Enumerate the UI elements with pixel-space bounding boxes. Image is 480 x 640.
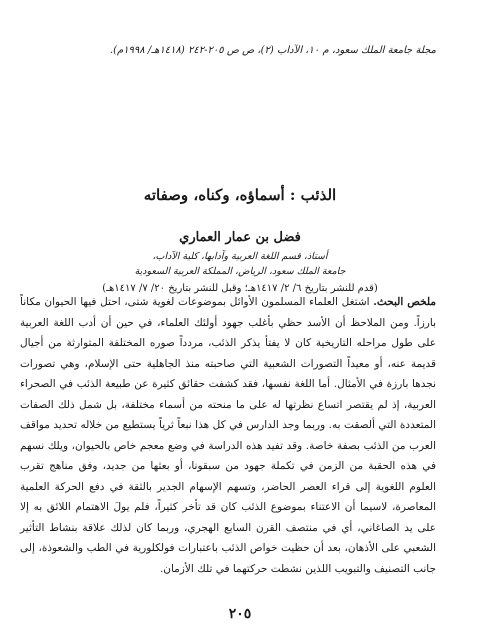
journal-citation-header: مجلة جامعة الملك سعود، م ١٠، الآداب (٢)، ص ص ٢٠٥-٢٤٢ (١٤١٨هـ/ ١٩٩٨م). [109,45,436,56]
abstract-body: اشتغل العلماء المسلمون الأوائل بموضوعات لغوية شتى، احتل فيها الحيوان مكاناً بارزاً. ومن الملاحظ أن الأسد حظي بأغلب جهود أولئك العلماء، في حين أن أدب اللغة العربية على طول مراحله التاريخية كان لا يفتأ يذكر الذئب، مردداً صوره المختلفة المتوارثة من أجيال قديمة عنه، أو معيداً التصورات الشعبية التي صاحبته منذ الجاهلية حتى الإسلام، وهي تصورات نجدها بارزة في الأمثال. أما اللغة نفسها، فقد كشفت حقائق كثيرة عن طبيعة الذئب في الصحراء العربية، إذ لم يقتصر اتساع نظرتها له على ما منحته من أسماء مختلفة، بل شمل ذلك الصفات المتعددة التي ألصقت به. وربما وجد الدارس في كل هذا نبعاً ثرياً يستطيع من خلاله تحديد مواقف العرب من الذئب بصفة خاصة. وقد تفيد هذه الدراسة في وضع معجم خاص بالحيوان، ويلك نسهم في هذه الحقبة من الزمن في تكملة جهود من سبقونا، أو بعثها من جديد، وفق مناهج تقرب العلوم اللغوية إلى قراء العصر الحاضر، وتسهم الإسهام الجدير بالثقة في دفع الحركة العلمية المعاصرة، لاسيما أن الاعتناء بموضوع الذئب كان قد تأخر كثيراً، فلم يولَ الاهتمام اللائق به إلا على يد الصاغاني، أي في منتصف القرن السابع الهجري، وربما كان لذلك علاقة بنشاط التأثير الشعبي على الأذهان، بعد أن حظيت خواص الذئب باعتبارات فولكلورية في الطب والشعوذة، إلى جانب التصنيف والتبويب اللذين نشطت حركتهما في تلك الأزمان. [20,296,436,575]
author-affiliation-line-2: جامعة الملك سعود، الرياض، المملكة العربية السعودية [134,266,346,277]
article-title: الذئب : أسماؤه، وكناه، وصفاته [143,186,337,204]
abstract-label: ملخص البحث. [373,296,436,308]
page-number: ٢٠٥ [228,606,252,622]
abstract [20,292,436,579]
author-block [60,230,420,296]
submission-dates: (قدم للنشر بتاريخ ٦/ ٢/ ١٤١٧هـ؛ وقبل للنشر بتاريخ ٢٠/ ٧/ ١٤١٧هـ) [102,283,378,294]
author-affiliation-line-1: أستاذ، قسم اللغة العربية وآدابها، كلية الآداب، [152,251,328,262]
author-name: فضل بن عمار العماري [179,230,301,245]
